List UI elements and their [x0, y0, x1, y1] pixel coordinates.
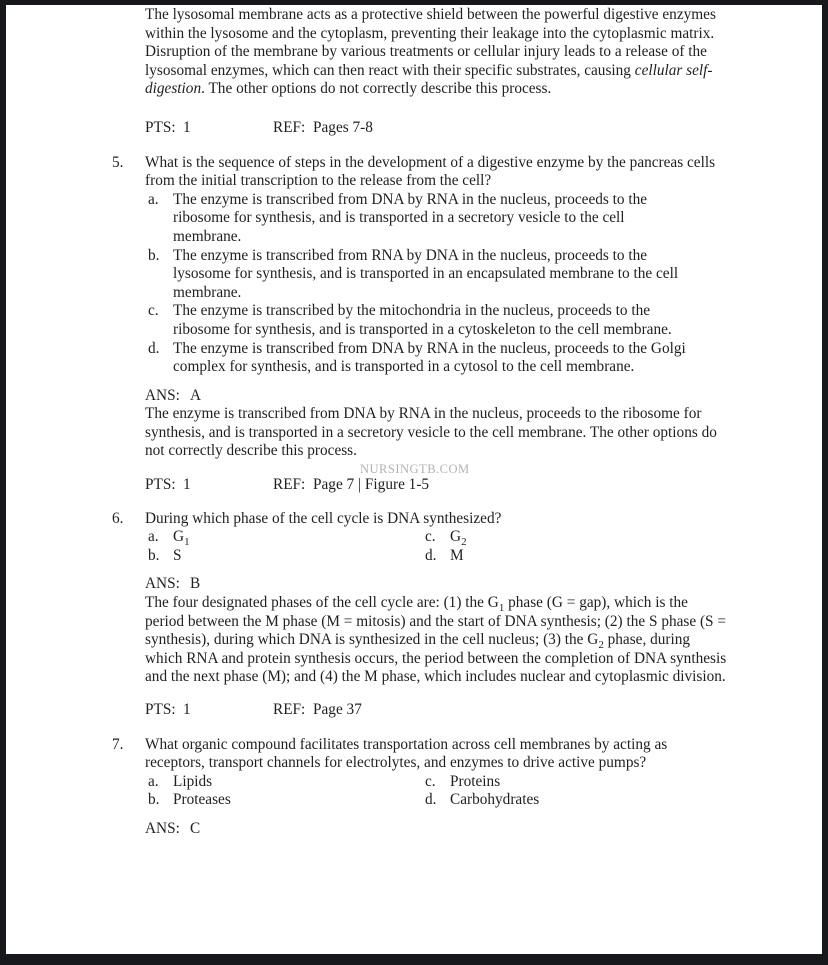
answer-option-a [148, 528, 425, 547]
option-letter: a. [148, 772, 159, 790]
answer-option-a [148, 773, 425, 792]
option-letter: a. [148, 528, 159, 546]
question-text: During which phase of the cell cycle is DNA synthesized? [145, 509, 502, 527]
option-letter: c. [148, 302, 159, 320]
answer-block-7 [145, 820, 728, 839]
answer-option-b [148, 791, 425, 810]
option-text: Carbohydrates [450, 791, 540, 809]
ref-label: REF: [273, 476, 306, 494]
option-text: The enzyme is transcribed by the mitochondria in the nucleus, proceeds to the ribosome for synthesis, and is transported in a cytoskeleton to the cell membrane. [173, 302, 672, 338]
option-letter: b. [148, 791, 160, 809]
option-letter: c. [425, 772, 436, 790]
answer-option-d [425, 547, 728, 566]
option-letter: d. [425, 791, 437, 809]
option-text: $G_1$ [173, 528, 190, 549]
option-letter: d. [148, 339, 160, 357]
option-text: Proteases [173, 791, 231, 809]
option-text: Proteins [450, 772, 501, 790]
question-text: What is the sequence of steps in the development of a digestive enzyme by the pancreas cells from the initial transcription to the release from the cell? [145, 153, 716, 190]
answer-option-d [425, 791, 728, 810]
question-text: What organic compound facilitates transportation across cell membranes by acting as receptors, transport channels for electrolytes, and enzymes to drive active pumps? [145, 735, 668, 772]
option-text: The enzyme is transcribed from DNA by RNA in the nucleus, proceeds to the Golgi complex for synthesis, and is transported in a cytosol to the cell membrane. [173, 339, 686, 376]
option-text: The enzyme is transcribed from RNA by DNA in the nucleus, proceeds to the lysosome for synthesis, and is transported in an encapsulated membrane to the cell membrane. [173, 246, 679, 301]
pts-label: PTS: [145, 476, 176, 494]
ans-row [145, 387, 728, 406]
pts-label: PTS: [145, 701, 176, 718]
pts-ref-row [145, 476, 728, 495]
option-letter: b. [148, 546, 160, 564]
pts-value: 1 [183, 118, 191, 136]
pts-label: PTS: [145, 118, 176, 136]
pts-ref-row [145, 119, 728, 138]
frame-bottom [0, 954, 828, 965]
frame-left [0, 0, 6, 965]
ref-label: REF: [273, 118, 306, 136]
option-text: S [173, 546, 182, 564]
pts-value: 1 [183, 701, 191, 718]
ref-label: REF: [273, 701, 306, 718]
answer-option-b [148, 547, 425, 566]
explanation-text: The lysosomal membrane acts as a protective shield between the powerful digestive enzymes within the lysosome and the cytoplasm, preventing their leakage into the cytoplasmic matrix. Disruption of the membrane by various treatments or cellular injury leads to a release of the lysosomal enzymes, which can then react with their specific substrates, causing cellular self-digestion. The other options do not correctly describe this process. [145, 6, 716, 98]
pts-ref-row [145, 701, 728, 720]
ans-row [145, 820, 728, 839]
frame-top [0, 0, 828, 5]
answer-option-a [148, 191, 728, 247]
ans-label: ANS: [145, 819, 180, 837]
question-number: 7. [112, 735, 124, 753]
question-6 [112, 510, 728, 566]
answer-option-d [148, 340, 728, 377]
option-text: $G_2$ [450, 528, 467, 549]
pts-value: 1 [183, 476, 191, 494]
question-number: 5. [112, 153, 124, 171]
question-7 [112, 736, 728, 810]
question-number: 6. [112, 509, 124, 527]
ans-row [145, 575, 728, 594]
answer-option-c [148, 302, 728, 339]
ans-label: ANS: [145, 575, 180, 593]
option-letter: a. [148, 190, 159, 208]
answer-option-b [148, 247, 728, 303]
ref-value: Pages 7-8 [313, 118, 373, 136]
answer-option-c [425, 773, 728, 792]
frame-right [822, 0, 828, 965]
option-text: M [450, 546, 464, 564]
option-letter: d. [425, 546, 437, 564]
ans-value: B [190, 575, 201, 593]
ans-value: A [190, 386, 202, 404]
answer-block-5 [145, 387, 728, 461]
ans-value: C [190, 819, 201, 837]
options-grid [148, 528, 728, 565]
answer-block-6 [145, 575, 728, 687]
answer-option-c [425, 528, 728, 547]
explanation-text: The four designated phases of the cell cycle are: (1) the $G_1$ phase (G = gap), which is the period between the M phase (M = mitosis) and the start of DNA synthesis; (2) the S phase (S = synthesis), during which DNA is synthesized in the cell nucleus; (3) the $G_2$ phase, during which RNA and protein synthesis occurs, the period between the completion of DNA synthesis and the next phase (M); and (4) the M phase, which includes nuclear and cytoplasmic division. [145, 594, 727, 686]
ref-value: Page 37 [313, 701, 362, 718]
explanation-text: The enzyme is transcribed from DNA by RNA in the nucleus, proceeds to the ribosome for synthesis, and is transported in a secretory vesicle to the cell membrane. The other options do not correctly describe this process. [145, 405, 717, 460]
document-page [112, 6, 728, 839]
question-5 [112, 154, 728, 377]
ref-value: Page 7 | Figure 1-5 [313, 476, 430, 494]
option-text: The enzyme is transcribed from DNA by RNA in the nucleus, proceeds to the ribosome for synthesis, and is transported in a secretory vesicle to the cell membrane. [173, 190, 648, 245]
option-letter: c. [425, 528, 436, 546]
ans-label: ANS: [145, 386, 180, 404]
option-text: Lipids [173, 772, 213, 790]
options-grid [148, 773, 728, 810]
watermark: NURSINGTB.COM [360, 462, 470, 477]
option-letter: b. [148, 246, 160, 264]
